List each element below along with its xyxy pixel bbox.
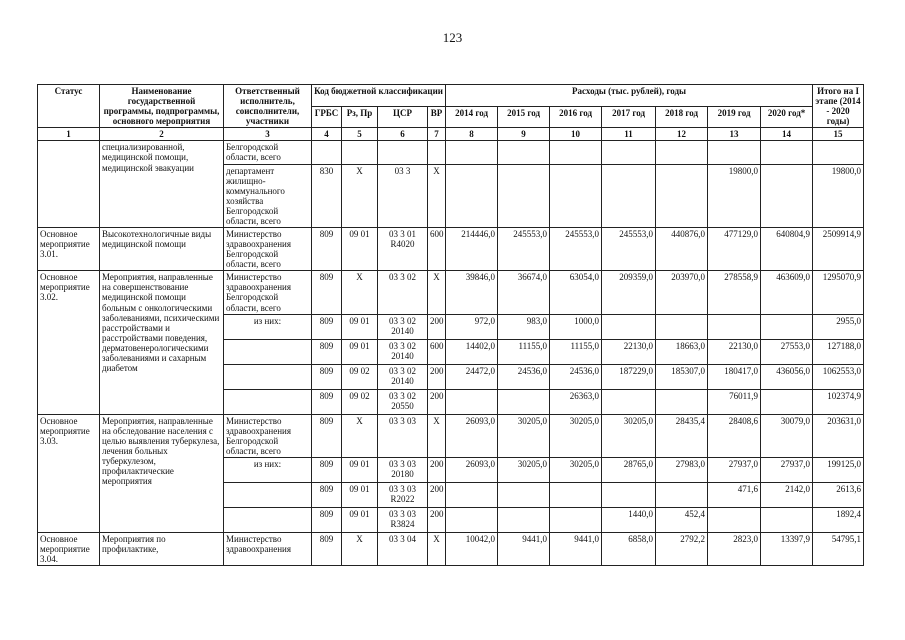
expense-value-cell: 26093,0 (446, 457, 498, 482)
expense-value-cell (708, 507, 761, 532)
header-executor: Ответственный исполнитель, соисполнители, участники (224, 85, 312, 128)
vr-cell: 600 (428, 339, 446, 364)
rzpr-cell: 09 01 (342, 507, 378, 532)
header-row (38, 85, 864, 107)
vr-cell: Х (428, 414, 446, 457)
rzpr-cell: 09 02 (342, 364, 378, 389)
vr-cell (428, 141, 446, 164)
header-total: Итого на I этапе (2014 - 2020 годы) (813, 85, 864, 128)
expense-value-cell (602, 164, 656, 227)
program-name-cell: специализированной, медицинской помощи, медицинской эвакуации (100, 141, 224, 228)
csr-cell: 03 3 02 20550 (378, 389, 428, 414)
expense-value-cell: 245553,0 (498, 228, 550, 271)
csr-cell: 03 3 02 (378, 271, 428, 314)
expense-value-cell (550, 164, 602, 227)
header-year: 2020 год* (761, 106, 813, 128)
expense-value-cell (446, 482, 498, 507)
program-name-cell: Высокотехнологичные виды медицинской помощи (100, 228, 224, 271)
expense-value-cell: 30205,0 (602, 414, 656, 457)
grbs-cell: 809 (312, 532, 342, 565)
csr-cell: 03 3 02 20140 (378, 364, 428, 389)
expense-value-cell (602, 389, 656, 414)
expense-value-cell (602, 314, 656, 339)
expense-value-cell: 28435,4 (656, 414, 708, 457)
rzpr-cell: Х (342, 414, 378, 457)
total-value-cell: 2613,6 (813, 482, 864, 507)
rzpr-cell: 09 02 (342, 389, 378, 414)
column-number: 10 (550, 128, 602, 141)
expense-value-cell: 76011,9 (708, 389, 761, 414)
expense-value-cell (656, 141, 708, 164)
expense-value-cell: 6858,0 (602, 532, 656, 565)
expense-value-cell: 28765,0 (602, 457, 656, 482)
grbs-cell (312, 141, 342, 164)
expense-value-cell (761, 141, 813, 164)
total-value-cell: 1062553,0 (813, 364, 864, 389)
grbs-cell: 830 (312, 164, 342, 227)
expense-value-cell: 30205,0 (550, 414, 602, 457)
total-value-cell: 1295070,9 (813, 271, 864, 314)
expense-value-cell: 19800,0 (708, 164, 761, 227)
grbs-cell: 809 (312, 314, 342, 339)
expense-value-cell (550, 482, 602, 507)
executor-cell (224, 339, 312, 364)
total-value-cell: 19800,0 (813, 164, 864, 227)
status-cell: Основное мероприятие 3.04. (38, 532, 100, 565)
header-rzpr: Рз, Пр (342, 106, 378, 128)
rzpr-cell (342, 141, 378, 164)
expense-value-cell (761, 164, 813, 227)
expense-value-cell (708, 314, 761, 339)
total-value-cell: 2509914,9 (813, 228, 864, 271)
vr-cell: 200 (428, 389, 446, 414)
expense-value-cell (446, 507, 498, 532)
expense-value-cell: 22130,0 (602, 339, 656, 364)
executor-cell: из них: (224, 314, 312, 339)
executor-cell (224, 482, 312, 507)
status-cell: Основное мероприятие 3.02. (38, 271, 100, 414)
column-number: 1 (38, 128, 100, 141)
table-row (38, 271, 864, 314)
expense-value-cell (761, 314, 813, 339)
expense-value-cell (498, 389, 550, 414)
rzpr-cell: 09 01 (342, 339, 378, 364)
expense-value-cell: 245553,0 (602, 228, 656, 271)
csr-cell: 03 3 02 20140 (378, 339, 428, 364)
expense-value-cell (656, 314, 708, 339)
column-number: 3 (224, 128, 312, 141)
csr-cell: 03 3 04 (378, 532, 428, 565)
expense-value-cell: 11155,0 (550, 339, 602, 364)
total-value-cell (813, 141, 864, 164)
expense-value-cell: 30205,0 (498, 414, 550, 457)
grbs-cell: 809 (312, 507, 342, 532)
expense-value-cell: 278558,9 (708, 271, 761, 314)
expense-value-cell: 972,0 (446, 314, 498, 339)
expense-value-cell: 27937,0 (708, 457, 761, 482)
csr-cell: 03 3 01 R4020 (378, 228, 428, 271)
executor-cell: Белгородской области, всего (224, 141, 312, 164)
table-row (38, 532, 864, 565)
executor-cell: из них: (224, 457, 312, 482)
header-year: 2016 год (550, 106, 602, 128)
expense-value-cell: 27983,0 (656, 457, 708, 482)
expense-value-cell (498, 164, 550, 227)
page-number: 123 (442, 30, 463, 45)
grbs-cell: 809 (312, 271, 342, 314)
header-year: 2015 год (498, 106, 550, 128)
header-year: 2018 год (656, 106, 708, 128)
expense-value-cell: 26363,0 (550, 389, 602, 414)
total-value-cell: 127188,0 (813, 339, 864, 364)
expense-value-cell: 13397,9 (761, 532, 813, 565)
expense-value-cell: 28408,6 (708, 414, 761, 457)
column-number: 8 (446, 128, 498, 141)
expense-value-cell: 22130,0 (708, 339, 761, 364)
rzpr-cell: 09 01 (342, 457, 378, 482)
expense-value-cell: 14402,0 (446, 339, 498, 364)
program-name-cell: Мероприятия по профилактике, (100, 532, 224, 565)
header-year: 2019 год (708, 106, 761, 128)
csr-cell: 03 3 (378, 164, 428, 227)
header-status: Статус (38, 85, 100, 128)
expense-value-cell: 63054,0 (550, 271, 602, 314)
status-cell: Основное мероприятие 3.01. (38, 228, 100, 271)
column-number: 7 (428, 128, 446, 141)
vr-cell: 200 (428, 457, 446, 482)
expense-value-cell (446, 141, 498, 164)
table-body (38, 141, 864, 566)
expense-value-cell (498, 507, 550, 532)
executor-cell: Министерство здравоохранения Белгородской области, всего (224, 271, 312, 314)
grbs-cell: 809 (312, 339, 342, 364)
grbs-cell: 809 (312, 414, 342, 457)
column-number: 12 (656, 128, 708, 141)
executor-cell (224, 507, 312, 532)
vr-cell: 200 (428, 364, 446, 389)
program-name-cell: Мероприятия, направленные на обследование населения с целью выявления туберкулеза, лечения больных туберкулезом, профилактические мероприятия (100, 414, 224, 532)
total-value-cell: 199125,0 (813, 457, 864, 482)
expense-value-cell (602, 482, 656, 507)
expense-value-cell: 27937,0 (761, 457, 813, 482)
expense-value-cell: 214446,0 (446, 228, 498, 271)
expense-value-cell: 209359,0 (602, 271, 656, 314)
header-name: Наименование государственной программы, подпрограммы, основного мероприятия (100, 85, 224, 128)
executor-cell (224, 389, 312, 414)
vr-cell: Х (428, 532, 446, 565)
header-expenses: Расходы (тыс. рублей), годы (446, 85, 813, 107)
expense-value-cell: 36674,0 (498, 271, 550, 314)
expense-value-cell: 187229,0 (602, 364, 656, 389)
column-number: 4 (312, 128, 342, 141)
expense-value-cell (761, 389, 813, 414)
expense-value-cell: 30079,0 (761, 414, 813, 457)
rzpr-cell: 09 01 (342, 314, 378, 339)
expense-value-cell: 9441,0 (498, 532, 550, 565)
total-value-cell: 102374,9 (813, 389, 864, 414)
column-number: 9 (498, 128, 550, 141)
column-number: 2 (100, 128, 224, 141)
expense-value-cell: 463609,0 (761, 271, 813, 314)
expense-value-cell: 39846,0 (446, 271, 498, 314)
expense-value-cell (602, 141, 656, 164)
program-name-cell: Мероприятия, направленные на совершенствование медицинской помощи больным с онкологическими заболеваниями, психическими расстройствами и расстройствами поведения, дерматовенерологическими заболеваниями и сахарным диабетом (100, 271, 224, 414)
expense-value-cell (656, 482, 708, 507)
header-vr: ВР (428, 106, 446, 128)
table-row (38, 228, 864, 271)
expense-value-cell: 180417,0 (708, 364, 761, 389)
expense-value-cell (550, 507, 602, 532)
expense-value-cell: 471,6 (708, 482, 761, 507)
csr-cell: 03 3 02 20140 (378, 314, 428, 339)
header-year: 2014 год (446, 106, 498, 128)
rzpr-cell: Х (342, 532, 378, 565)
expense-value-cell: 436056,0 (761, 364, 813, 389)
grbs-cell: 809 (312, 389, 342, 414)
table-row (38, 414, 864, 457)
expense-value-cell: 26093,0 (446, 414, 498, 457)
expense-value-cell: 1440,0 (602, 507, 656, 532)
total-value-cell: 2955,0 (813, 314, 864, 339)
csr-cell: 03 3 03 (378, 414, 428, 457)
header-grbs: ГРБС (312, 106, 342, 128)
expense-value-cell: 10042,0 (446, 532, 498, 565)
header-year: 2017 год (602, 106, 656, 128)
grbs-cell: 809 (312, 364, 342, 389)
executor-cell (224, 364, 312, 389)
column-number-row (38, 128, 864, 141)
csr-cell: 03 3 03 R3824 (378, 507, 428, 532)
vr-cell: 200 (428, 507, 446, 532)
executor-cell: департамент жилищно-коммунального хозяйства Белгородской области, всего (224, 164, 312, 227)
expense-value-cell: 27553,0 (761, 339, 813, 364)
expense-value-cell (656, 389, 708, 414)
vr-cell: 200 (428, 482, 446, 507)
expense-value-cell: 245553,0 (550, 228, 602, 271)
expense-value-cell: 30205,0 (550, 457, 602, 482)
grbs-cell: 809 (312, 482, 342, 507)
csr-cell: 03 3 03 20180 (378, 457, 428, 482)
expense-value-cell: 203970,0 (656, 271, 708, 314)
grbs-cell: 809 (312, 457, 342, 482)
header-budget-code: Код бюджетной классификации (312, 85, 446, 107)
expense-value-cell: 9441,0 (550, 532, 602, 565)
expense-value-cell (446, 389, 498, 414)
expense-value-cell: 640804,9 (761, 228, 813, 271)
table-row (38, 141, 864, 164)
expense-value-cell (498, 141, 550, 164)
rzpr-cell: 09 01 (342, 228, 378, 271)
executor-cell: Министерство здравоохранения (224, 532, 312, 565)
csr-cell (378, 141, 428, 164)
column-number: 13 (708, 128, 761, 141)
expense-value-cell (446, 164, 498, 227)
expense-value-cell (761, 507, 813, 532)
expense-value-cell: 185307,0 (656, 364, 708, 389)
expense-value-cell: 1000,0 (550, 314, 602, 339)
expense-value-cell: 24472,0 (446, 364, 498, 389)
expense-value-cell: 24536,0 (550, 364, 602, 389)
column-number: 14 (761, 128, 813, 141)
expense-value-cell: 2823,0 (708, 532, 761, 565)
expense-value-cell: 440876,0 (656, 228, 708, 271)
vr-cell: 600 (428, 228, 446, 271)
rzpr-cell: Х (342, 164, 378, 227)
expense-value-cell: 2792,2 (656, 532, 708, 565)
expense-value-cell: 983,0 (498, 314, 550, 339)
executor-cell: Министерство здравоохранения Белгородской области, всего (224, 414, 312, 457)
expense-value-cell (498, 482, 550, 507)
vr-cell: 200 (428, 314, 446, 339)
column-number: 11 (602, 128, 656, 141)
expense-value-cell: 2142,0 (761, 482, 813, 507)
rzpr-cell: Х (342, 271, 378, 314)
expense-value-cell (708, 141, 761, 164)
status-cell: Основное мероприятие 3.03. (38, 414, 100, 532)
expense-value-cell (550, 141, 602, 164)
column-number: 5 (342, 128, 378, 141)
expense-value-cell: 452,4 (656, 507, 708, 532)
status-cell (38, 141, 100, 228)
vr-cell: Х (428, 164, 446, 227)
vr-cell: Х (428, 271, 446, 314)
executor-cell: Министерство здравоохранения Белгородской области, всего (224, 228, 312, 271)
grbs-cell: 809 (312, 228, 342, 271)
expense-value-cell: 30205,0 (498, 457, 550, 482)
rzpr-cell: 09 01 (342, 482, 378, 507)
total-value-cell: 203631,0 (813, 414, 864, 457)
total-value-cell: 1892,4 (813, 507, 864, 532)
total-value-cell: 54795,1 (813, 532, 864, 565)
budget-table (37, 84, 864, 566)
header-csr: ЦСР (378, 106, 428, 128)
csr-cell: 03 3 03 R2022 (378, 482, 428, 507)
expense-value-cell: 24536,0 (498, 364, 550, 389)
column-number: 15 (813, 128, 864, 141)
expense-value-cell: 11155,0 (498, 339, 550, 364)
expense-value-cell (656, 164, 708, 227)
expense-value-cell: 18663,0 (656, 339, 708, 364)
expense-value-cell: 477129,0 (708, 228, 761, 271)
column-number: 6 (378, 128, 428, 141)
